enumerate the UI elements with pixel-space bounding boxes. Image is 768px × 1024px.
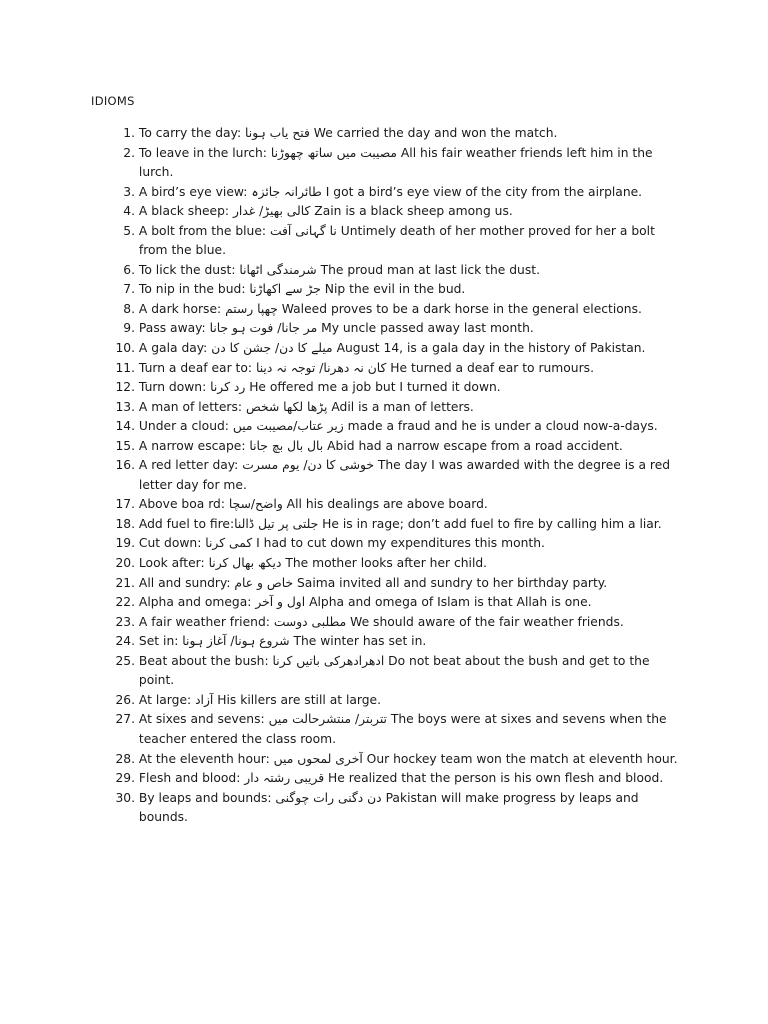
idiom-item xyxy=(100,124,680,144)
idiom-number: 16. xyxy=(115,458,135,473)
idiom-number: 1. xyxy=(123,126,135,140)
idiom-text: A fair weather friend: مطلبی دوست We should aware of the fair weather friends. xyxy=(138,614,624,629)
idiom-text: To nip in the bud: جڑ سے اکھاڑنا Nip the evil in the bud. xyxy=(138,282,466,297)
idiom-item xyxy=(100,183,680,203)
idiom-text: Beat about the bush: ادھرادھرکی باتیں کرنا Do not beat about the bush and get to the point. xyxy=(138,653,650,688)
idiom-number: 25. xyxy=(115,653,135,668)
idiom-text: A gala day: میلے کا دن/ جشن کا دن August 14, is a gala day in the history of Pakistan. xyxy=(138,341,646,356)
idiom-text: Cut down: کمی کرنا I had to cut down my expenditures this month. xyxy=(138,536,545,551)
idiom-list xyxy=(100,124,680,828)
idiom-text: Add fuel to fire:جلتی پر تیل ڈالنا He is in rage; don’t add fuel to fire by calling him a liar. xyxy=(138,516,662,531)
idiom-item xyxy=(100,456,680,495)
idiom-text: Above boa rd: واضح/سچا All his dealings are above board. xyxy=(138,497,488,512)
idiom-item xyxy=(100,359,680,379)
idiom-item xyxy=(100,339,680,359)
idiom-number: 3. xyxy=(123,184,135,199)
idiom-number: 28. xyxy=(115,751,135,766)
idiom-number: 26. xyxy=(115,692,135,707)
idiom-number: 22. xyxy=(115,595,135,610)
idiom-text: All and sundry: خاص و عام Saima invited all and sundry to her birthday party. xyxy=(138,575,608,590)
idiom-item xyxy=(100,710,680,749)
idiom-number: 13. xyxy=(115,399,135,414)
idiom-number: 12. xyxy=(115,380,135,395)
idiom-item xyxy=(100,789,680,828)
idiom-text: A narrow escape: بال بال بچ جانا Abid had a narrow escape from a road accident. xyxy=(138,438,623,453)
idiom-text: Set in: شروع ہونا/ آغاز ہونا The winter has set in. xyxy=(138,634,427,649)
idiom-text: A man of letters: پڑھا لکھا شخص Adil is a man of letters. xyxy=(138,399,474,414)
idiom-number: 20. xyxy=(115,556,135,571)
idiom-number: 19. xyxy=(115,536,135,551)
idiom-text: By leaps and bounds: دن دگنی رات چوگنی Pakistan will make progress by leaps and bounds. xyxy=(138,790,639,825)
idiom-item xyxy=(100,319,680,339)
idiom-number: 23. xyxy=(115,614,135,629)
idiom-item xyxy=(100,593,680,613)
idiom-text: Pass away: مر جانا/ فوت ہو جانا My uncle passed away last month. xyxy=(138,321,534,336)
idiom-number: 2. xyxy=(123,145,135,160)
idiom-text: To lick the dust: شرمندگی اٹھانا The proud man at last lick the dust. xyxy=(138,262,540,277)
idiom-item xyxy=(100,280,680,300)
idiom-item xyxy=(100,144,680,183)
idiom-text: Turn a deaf ear to: کان نہ دھرنا/ توجہ نہ دینا He turned a deaf ear to rumours. xyxy=(138,360,594,375)
idiom-number: 17. xyxy=(115,497,135,512)
idiom-item xyxy=(100,632,680,652)
idiom-text: Under a cloud: زیر عتاب/مصیبت میں made a fraud and he is under a cloud now-a-days. xyxy=(138,419,658,434)
idiom-item xyxy=(100,437,680,457)
idiom-item xyxy=(100,613,680,633)
idiom-item xyxy=(100,417,680,437)
idiom-text: A bolt from the blue: نا گہانی آفت Untimely death of her mother proved for her a bolt from the blue. xyxy=(138,223,655,258)
idiom-item xyxy=(100,398,680,418)
idiom-number: 24. xyxy=(115,634,135,649)
idiom-item xyxy=(100,534,680,554)
idiom-item xyxy=(100,495,680,515)
idiom-number: 18. xyxy=(115,516,135,531)
idiom-text: To carry the day: فتح یاب ہونا We carried the day and won the match. xyxy=(138,126,558,140)
idiom-text: Turn down: رد کرنا He offered me a job but I turned it down. xyxy=(138,380,501,395)
idiom-item xyxy=(100,750,680,770)
idiom-item xyxy=(100,691,680,711)
idiom-number: 27. xyxy=(115,712,135,727)
idiom-number: 15. xyxy=(115,438,135,453)
idiom-item xyxy=(100,378,680,398)
document-title: IDIOMS xyxy=(91,94,135,108)
idiom-number: 8. xyxy=(123,301,135,316)
idiom-number: 4. xyxy=(123,204,135,219)
idiom-item xyxy=(100,652,680,691)
idiom-text: A red letter day: خوشی کا دن/ یوم مسرت The day I was awarded with the degree is a red letter day for me. xyxy=(138,458,671,492)
idiom-text: A bird’s eye view: طائرانہ جائزہ I got a bird’s eye view of the city from the airplane. xyxy=(138,184,643,199)
idiom-number: 6. xyxy=(123,262,135,277)
idiom-text: Alpha and omega: اول و آخر Alpha and omega of Islam is that Allah is one. xyxy=(138,595,592,610)
idiom-number: 7. xyxy=(123,282,135,297)
idiom-number: 9. xyxy=(123,321,135,336)
idiom-number: 21. xyxy=(115,575,135,590)
idiom-text: Flesh and blood: قریبی رشتہ دار He realized that the person is his own flesh and blood. xyxy=(138,771,664,786)
idiom-number: 10. xyxy=(115,341,135,356)
idiom-text: Look after: دیکھ بھال کرنا The mother looks after her child. xyxy=(138,556,488,571)
idiom-text: A dark horse: چھپا رستم Waleed proves to be a dark horse in the general elections. xyxy=(138,301,642,316)
idiom-item xyxy=(100,515,680,535)
idiom-number: 29. xyxy=(115,771,135,786)
idiom-text: At sixes and sevens: تتربتر/ منتشرحالت میں The boys were at sixes and sevens when the teacher entered the class room. xyxy=(138,712,667,746)
idiom-text: At large: آزاد His killers are still at large. xyxy=(138,692,382,707)
idiom-item xyxy=(100,222,680,261)
idiom-number: 30. xyxy=(115,790,135,805)
idiom-item xyxy=(100,202,680,222)
idiom-item xyxy=(100,300,680,320)
idiom-number: 5. xyxy=(123,223,135,238)
idiom-number: 14. xyxy=(115,419,135,434)
idiom-item xyxy=(100,769,680,789)
idiom-text: To leave in the lurch: مصیبت میں ساتھ چھوڑنا All his fair weather friends left him in the lurch. xyxy=(138,145,653,180)
idiom-item xyxy=(100,574,680,594)
idiom-number: 11. xyxy=(115,360,135,375)
idiom-text: A black sheep: کالی بھیڑ/ غدار Zain is a black sheep among us. xyxy=(138,204,513,219)
idiom-text: At the eleventh hour: آخری لمحوں میں Our hockey team won the match at eleventh hour. xyxy=(138,751,678,766)
idiom-item xyxy=(100,554,680,574)
idiom-item xyxy=(100,261,680,281)
